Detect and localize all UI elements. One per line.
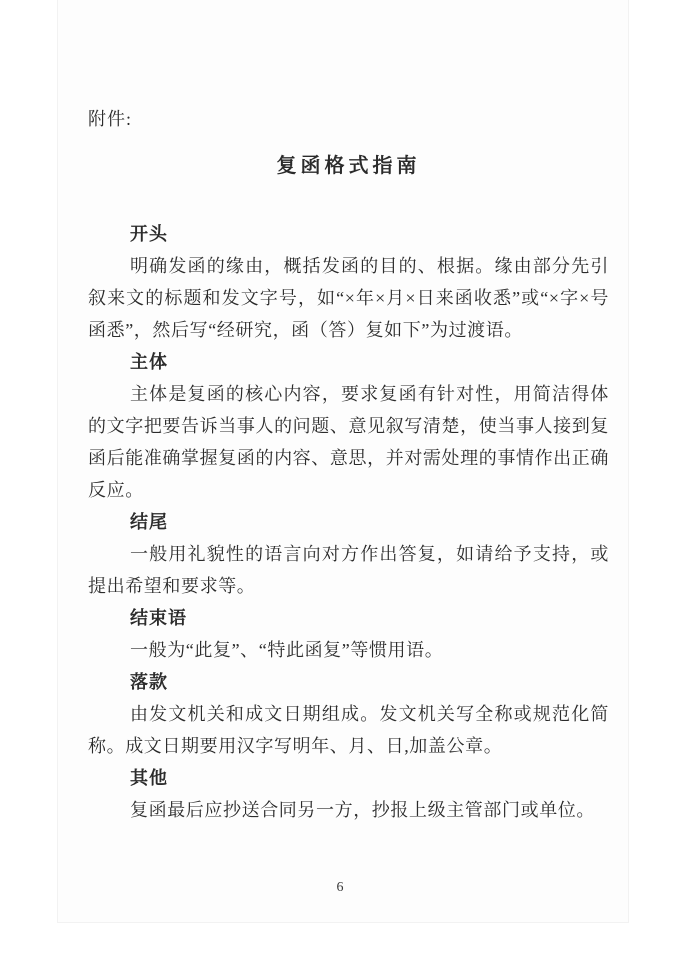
section-heading: 结尾 xyxy=(130,512,168,532)
section-heading: 主体 xyxy=(130,352,168,372)
section-heading: 开头 xyxy=(130,224,168,244)
section-body: 明确发函的缘由，概括发函的目的、根据。缘由部分先引叙来文的标题和发文字号，如“×年×月×日来函收悉”或“×字×号函悉”，然后写“经研究，函（答）复如下”为过渡语。 xyxy=(88,256,609,340)
page-number: 6 xyxy=(336,880,344,895)
section-body: 主体是复函的核心内容，要求复函有针对性，用简洁得体的文字把要告诉当事人的问题、意见叙写清楚，使当事人接到复函后能准确掌握复函的内容、意思，并对需处理的事情作出正确反应。 xyxy=(88,384,609,500)
section-heading: 结束语 xyxy=(130,608,187,628)
section-body: 一般为“此复”、“特此函复”等惯用语。 xyxy=(130,640,444,660)
section-body: 一般用礼貌性的语言向对方作出答复，如请给予支持，或提出希望和要求等。 xyxy=(88,544,609,596)
section-body: 由发文机关和成文日期组成。发文机关写全称或规范化简称。成文日期要用汉字写明年、月、日,加盖公章。 xyxy=(88,704,609,756)
attachment-label: 附件: xyxy=(88,109,133,129)
document-title: 复函格式指南 xyxy=(276,155,421,177)
page-content xyxy=(88,0,609,826)
sections-container xyxy=(88,218,609,826)
section-body: 复函最后应抄送合同另一方，抄报上级主管部门或单位。 xyxy=(130,800,595,820)
section-heading: 落款 xyxy=(130,672,168,692)
section-heading: 其他 xyxy=(130,768,168,788)
